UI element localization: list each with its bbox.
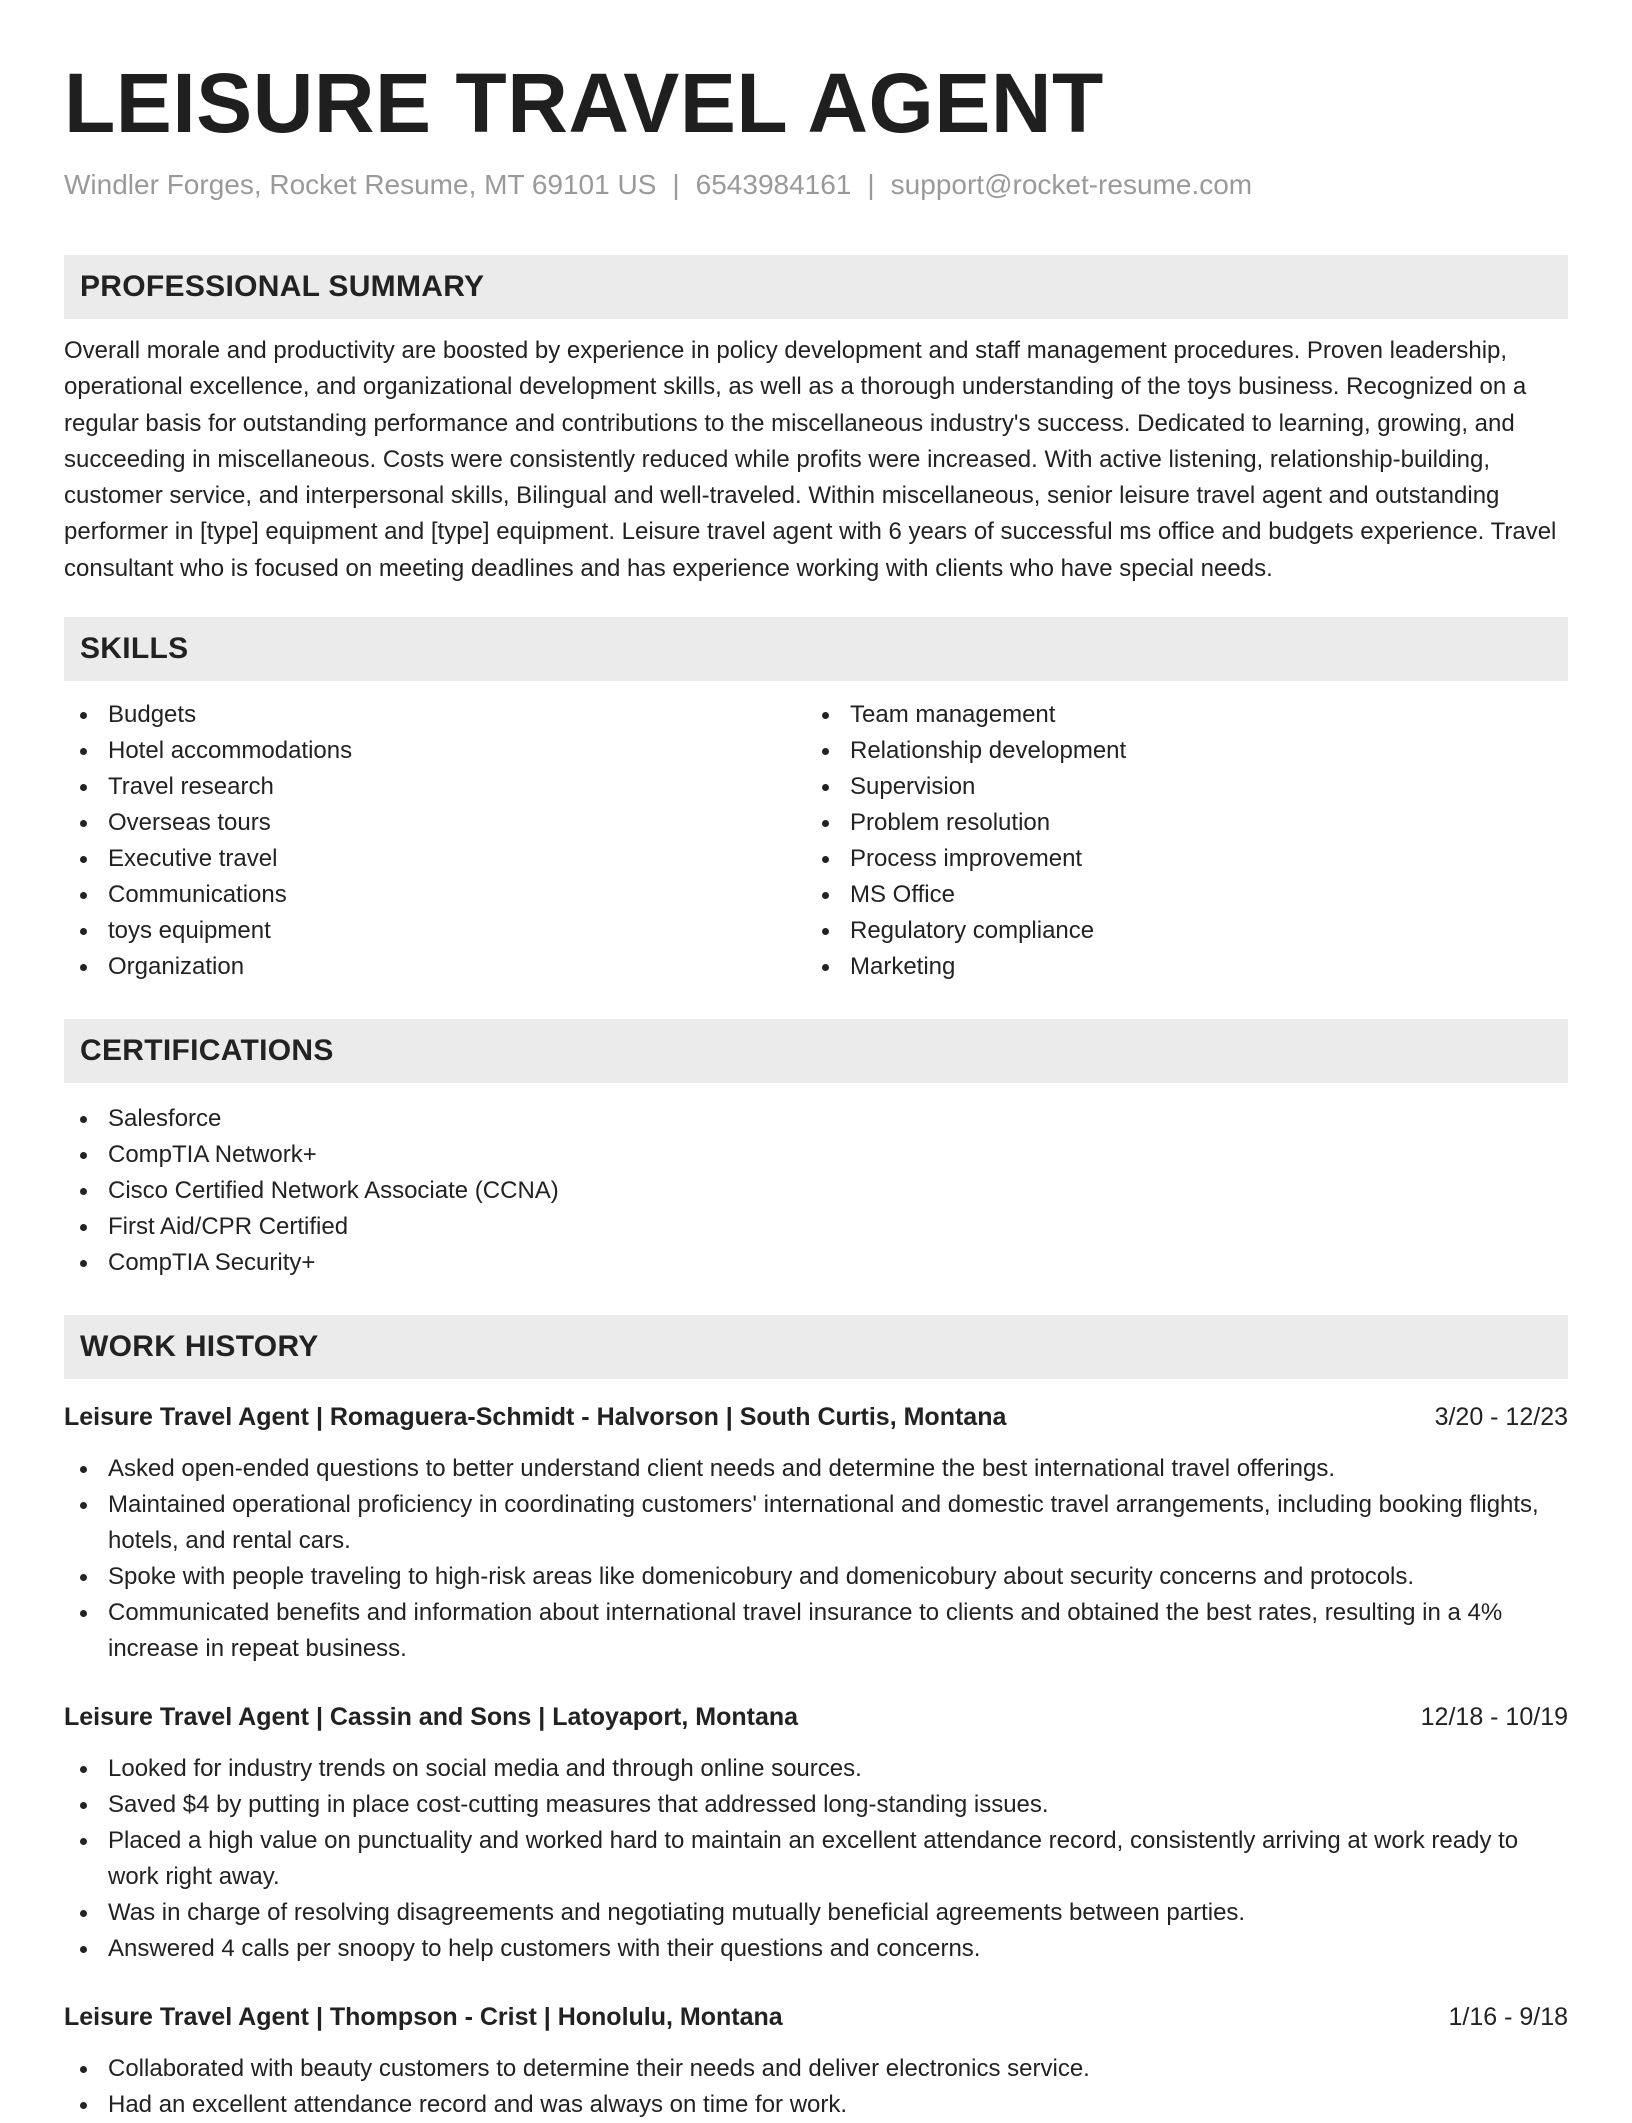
skill-item: Relationship development — [806, 733, 1548, 769]
certifications-list — [64, 1101, 1568, 1281]
job-title: Leisure Travel Agent | Thompson - Crist | Honolulu, Montana — [64, 2003, 783, 2032]
skills-columns — [64, 697, 1568, 985]
certification-item: Cisco Certified Network Associate (CCNA) — [64, 1173, 1568, 1209]
job-bullet: Answered 4 calls per snoopy to help customers with their questions and concerns. — [64, 1931, 1568, 1967]
certifications-heading: CERTIFICATIONS — [64, 1019, 1568, 1083]
contact-separator: | — [672, 169, 680, 200]
job-bullet: Maintained operational proficiency in coordinating customers' international and domestic travel arrangements, including booking flights, hotels, and rental cars. — [64, 1487, 1568, 1559]
contact-email: support@rocket-resume.com — [890, 169, 1253, 200]
job-dates: 12/18 - 10/19 — [1420, 1703, 1568, 1732]
skills-list-right — [806, 697, 1548, 985]
job-header — [64, 1999, 1568, 2035]
skill-item: Organization — [64, 949, 806, 985]
job-bullet: Placed a high value on punctuality and worked hard to maintain an excellent attendance record, consistently arriving at work ready to work right away. — [64, 1823, 1568, 1895]
job-dates: 3/20 - 12/23 — [1434, 1403, 1568, 1432]
skill-item: Overseas tours — [64, 805, 806, 841]
skill-item: toys equipment — [64, 913, 806, 949]
job-entry — [64, 1399, 1568, 1667]
job-bullet: Communicated benefits and information about international travel insurance to clients and obtained the best rates, resulting in a 4% increase in repeat business. — [64, 1595, 1568, 1667]
job-entry — [64, 1699, 1568, 1967]
skills-list-left — [64, 697, 806, 985]
skill-item: Budgets — [64, 697, 806, 733]
job-bullet: Had an excellent attendance record and was always on time for work. — [64, 2087, 1568, 2123]
skill-item: MS Office — [806, 877, 1548, 913]
job-title: Leisure Travel Agent | Romaguera-Schmidt - Halvorson | South Curtis, Montana — [64, 1403, 1007, 1432]
job-bullets — [64, 2051, 1568, 2123]
skill-item: Communications — [64, 877, 806, 913]
job-bullets — [64, 1451, 1568, 1667]
contact-address: Windler Forges, Rocket Resume, MT 69101 US — [64, 169, 657, 200]
job-entry — [64, 1999, 1568, 2123]
summary-heading: PROFESSIONAL SUMMARY — [64, 255, 1568, 319]
job-bullet: Collaborated with beauty customers to determine their needs and deliver electronics service. — [64, 2051, 1568, 2087]
skill-item: Hotel accommodations — [64, 733, 806, 769]
skill-item: Supervision — [806, 769, 1548, 805]
skills-heading: SKILLS — [64, 617, 1568, 681]
contact-separator: | — [867, 169, 875, 200]
job-bullet: Was in charge of resolving disagreements and negotiating mutually beneficial agreements between parties. — [64, 1895, 1568, 1931]
contact-phone: 6543984161 — [695, 169, 852, 200]
work-history-heading: WORK HISTORY — [64, 1315, 1568, 1379]
resume-title: LEISURE TRAVEL AGENT — [64, 56, 1104, 150]
skill-item: Team management — [806, 697, 1548, 733]
job-bullet: Looked for industry trends on social media and through online sources. — [64, 1751, 1568, 1787]
job-bullet: Asked open-ended questions to better understand client needs and determine the best international travel offerings. — [64, 1451, 1568, 1487]
skill-item: Regulatory compliance — [806, 913, 1548, 949]
job-title: Leisure Travel Agent | Cassin and Sons | Latoyaport, Montana — [64, 1703, 799, 1732]
certification-item: CompTIA Security+ — [64, 1245, 1568, 1281]
skill-item: Process improvement — [806, 841, 1548, 877]
job-dates: 1/16 - 9/18 — [1448, 2003, 1568, 2032]
skill-item: Executive travel — [64, 841, 806, 877]
skill-item: Travel research — [64, 769, 806, 805]
certification-item: Salesforce — [64, 1101, 1568, 1137]
job-header — [64, 1699, 1568, 1735]
skill-item: Problem resolution — [806, 805, 1548, 841]
certification-item: First Aid/CPR Certified — [64, 1209, 1568, 1245]
job-bullet: Spoke with people traveling to high-risk areas like domenicobury and domenicobury about security concerns and protocols. — [64, 1559, 1568, 1595]
summary-text: Overall morale and productivity are boosted by experience in policy development and staff management procedures. Proven leadership, operational excellence, and organizational development skills, as well as a thorough understanding of the toys business. Recognized on a regular basis for outstanding performance and contributions to the miscellaneous industry's success. Dedicated to learning, growing, and succeeding in miscellaneous. Costs were consistently reduced while profits were increased. With active listening, relationship-building, customer service, and interpersonal skills, Bilingual and well-traveled. Within miscellaneous, senior leisure travel agent and outstanding performer in [type] equipment and [type] equipment. Leisure travel agent with 6 years of successful ms office and budgets experience. Travel consultant who is focused on meeting deadlines and has experience working with clients who have special needs. — [64, 337, 1557, 582]
job-bullet: Saved $4 by putting in place cost-cutting measures that addressed long-standing issues. — [64, 1787, 1568, 1823]
certification-item: CompTIA Network+ — [64, 1137, 1568, 1173]
contact-line — [64, 167, 1568, 203]
job-header — [64, 1399, 1568, 1435]
skill-item: Marketing — [806, 949, 1548, 985]
job-bullets — [64, 1751, 1568, 1967]
